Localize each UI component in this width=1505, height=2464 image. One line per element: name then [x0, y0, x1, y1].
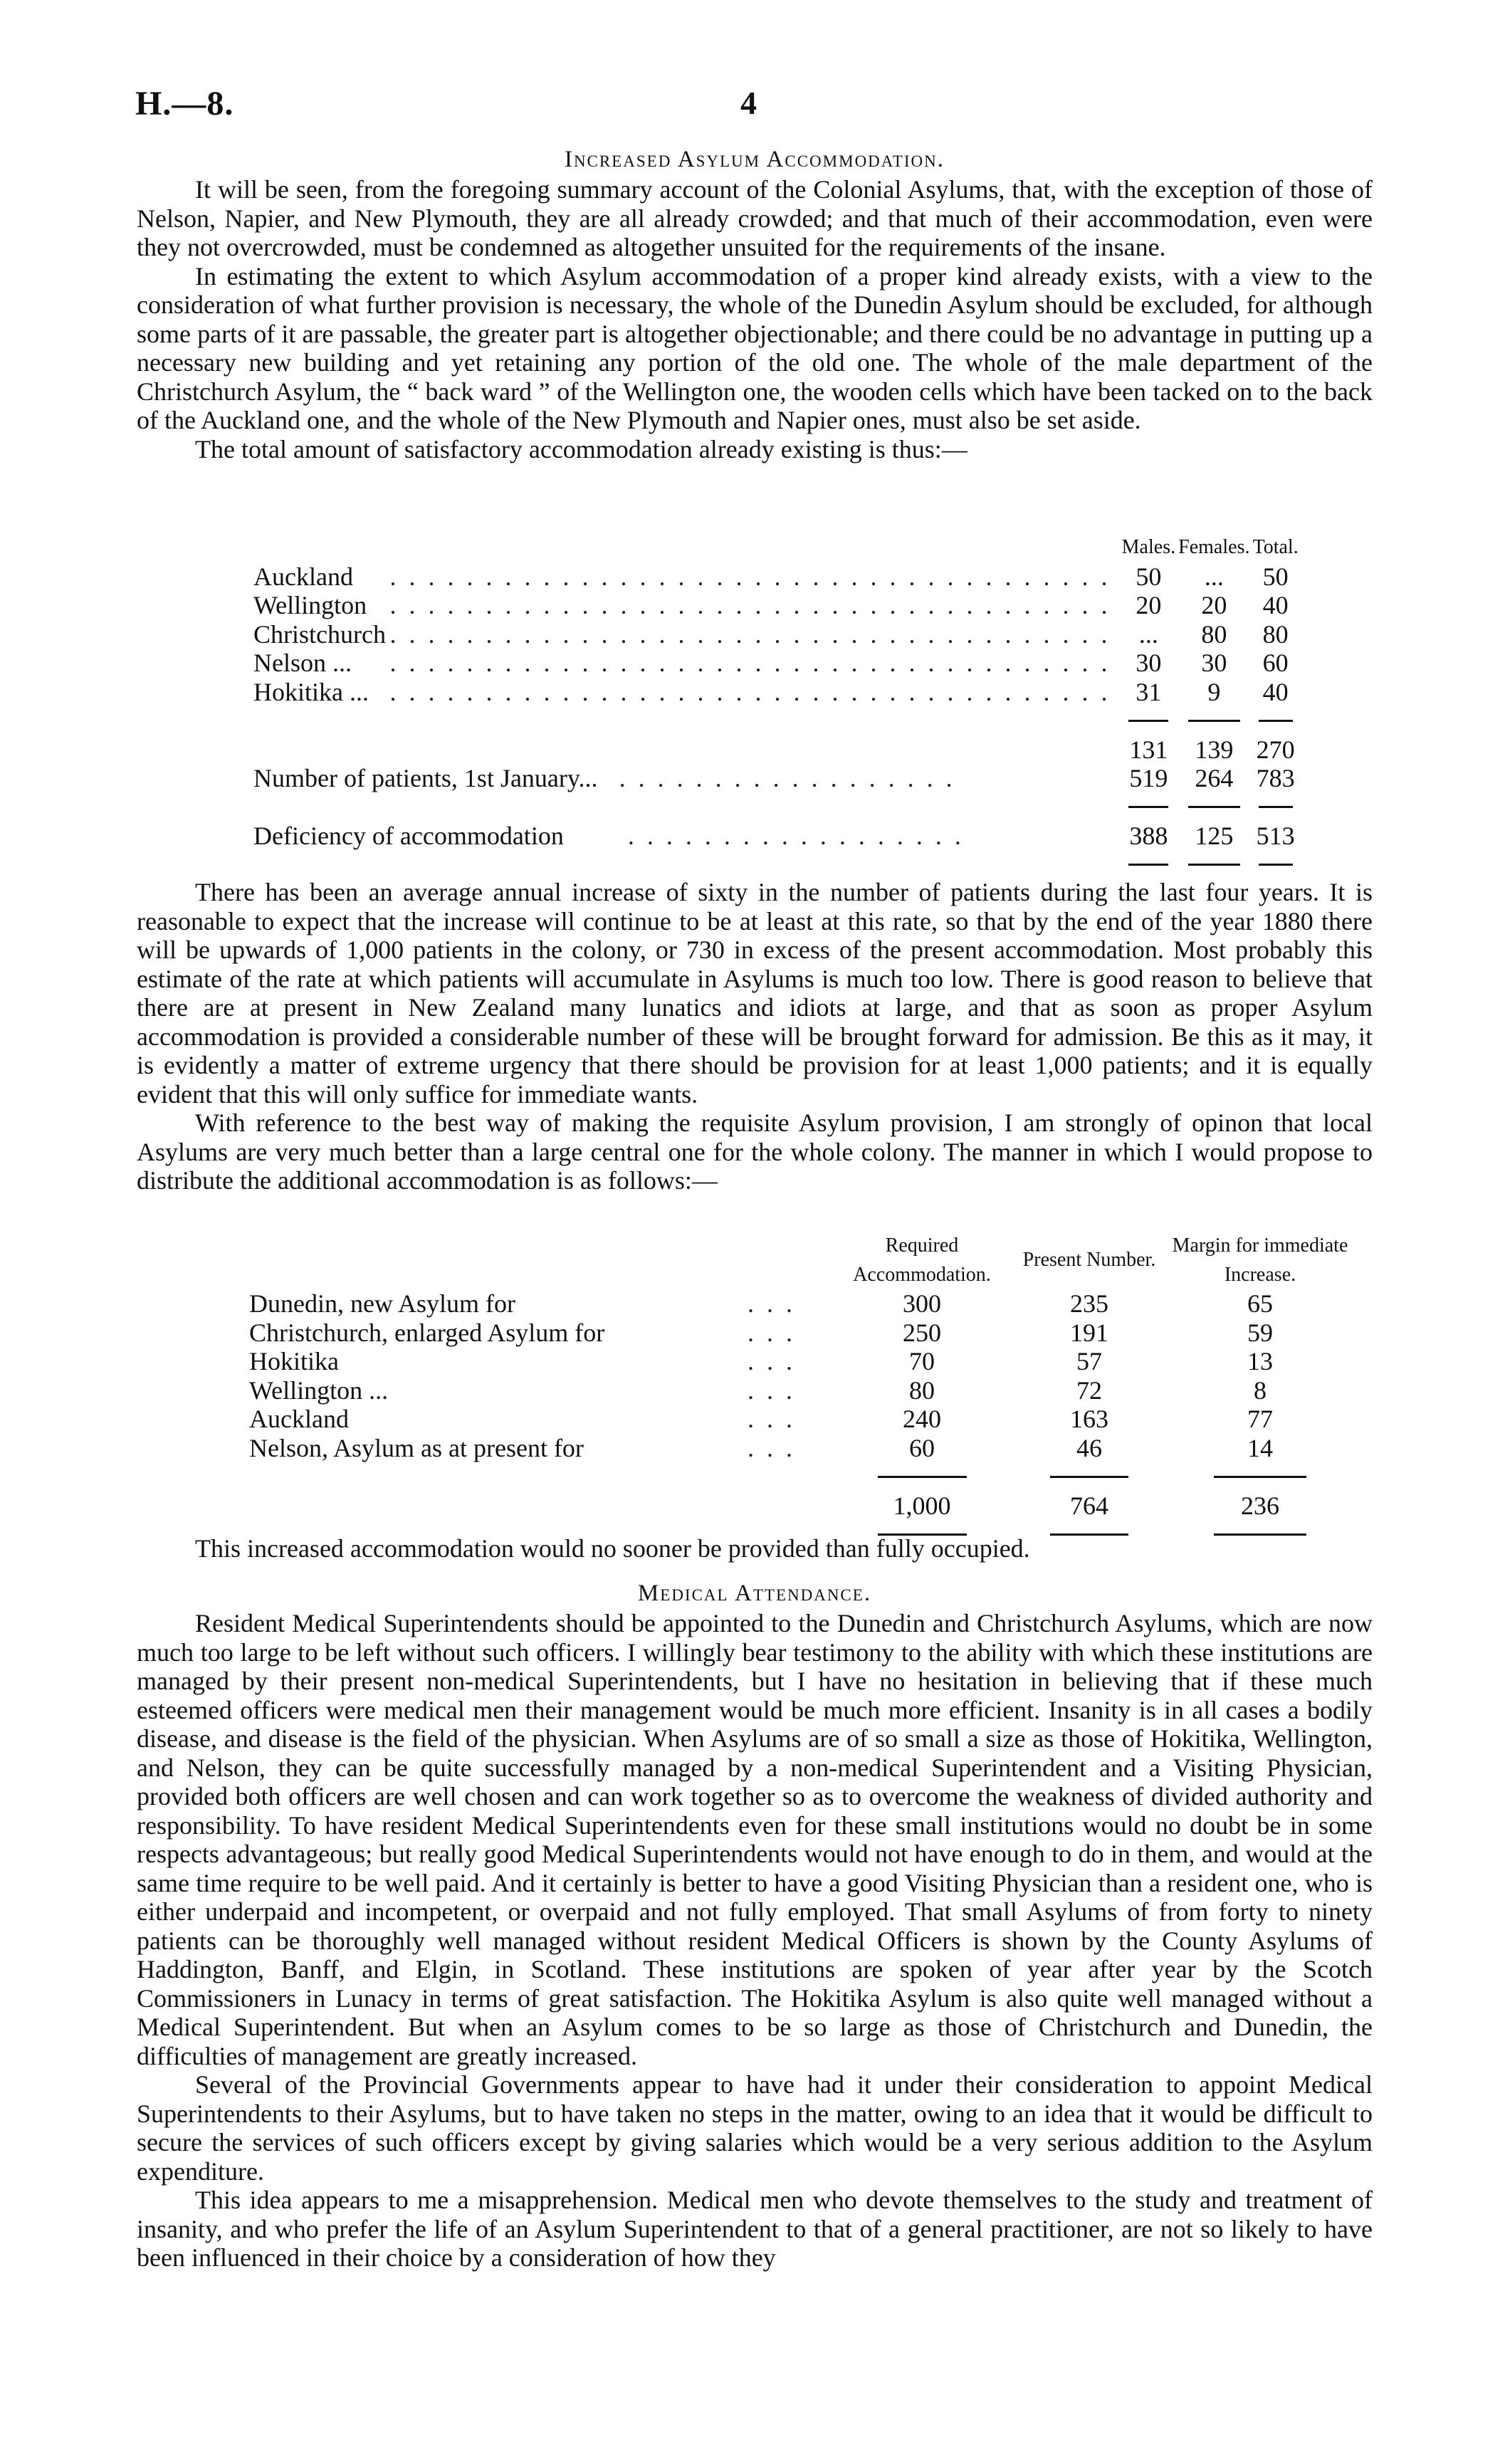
- sum-rule: [1188, 720, 1240, 722]
- cell-present: 72: [1076, 1375, 1102, 1405]
- cell-margin: 77: [1247, 1405, 1273, 1433]
- cell-present: 163: [1070, 1405, 1108, 1433]
- column-header: Required Accommodation.: [853, 1234, 991, 1286]
- sum-rule: [1050, 1476, 1128, 1478]
- cell-margin: 13: [1247, 1347, 1273, 1375]
- section-medical-attendance: [137, 1578, 1373, 2272]
- subtotal-row: [253, 735, 1300, 765]
- column-header: Margin for immediate Increase.: [1172, 1234, 1348, 1286]
- table-intro: The total amount of satisfactory accommodation already existing is thus:—: [195, 434, 968, 463]
- subtotal-total: 270: [1256, 735, 1295, 764]
- table-row: [253, 620, 1300, 649]
- subtotal-males: 131: [1129, 735, 1168, 764]
- section-title: Increased Asylum Accommodation.: [564, 147, 945, 172]
- cell-present: 57: [1076, 1347, 1102, 1375]
- row-label: Hokitika ...: [253, 677, 369, 706]
- deficiency-row: [253, 822, 1300, 851]
- accommodation-table: [253, 533, 1300, 879]
- table-row: [249, 1289, 1353, 1318]
- leader-dots: ...: [748, 1289, 805, 1318]
- total-required: 1,000: [893, 1491, 951, 1520]
- section-body: [137, 175, 1373, 463]
- table-row: [253, 649, 1300, 678]
- paragraph: With reference to the best way of making the requisite Asylum provision, I am strongly of opinon that local Asylums are very much better than a large central one for the whole colony. The manner in which I would propose to distribute the additional accommodation is as follows:—: [137, 1108, 1373, 1195]
- paragraph: In estimating the extent to which Asylum accommodation of a proper kind already exists, with a view to the consideration of what further provision is necessary, the whole of the Dunedin Asylum should be excluded, for although some parts of it are passable, the greater part is altogether objectionable; and there could be no advantage in putting up a necessary new building and yet retaining any portion of the old one. The whole of the male department of the Christchurch Asylum, the “ back ward ” of the Wellington one, the wooden cells which have been tacked on to the back of the Auckland one, and the whole of the New Plymouth and Napier ones, must also be set aside.: [137, 261, 1373, 434]
- cell-total: 80: [1262, 619, 1289, 649]
- cell-total: 50: [1262, 562, 1289, 591]
- cell-males: 20: [1136, 591, 1162, 619]
- row-label: Christchurch: [253, 619, 386, 649]
- row-label: Deficiency of accommodation: [253, 822, 564, 850]
- deficiency-total: 513: [1256, 822, 1295, 850]
- cell-males: 31: [1136, 677, 1162, 706]
- sum-rule: [1128, 806, 1168, 808]
- cell-required: 300: [903, 1289, 941, 1318]
- total-present: 764: [1070, 1491, 1108, 1520]
- paragraph: It will be seen, from the foregoing summary account of the Colonial Asylums, that, with the exception of those of Nelson, Napier, and New Plymouth, they are all already crowded; and that much of their accommodation, even were they not overcrowded, must be condemned as altogether unsuited for the requirements of the insane.: [137, 175, 1373, 261]
- patients-total: 783: [1256, 764, 1295, 792]
- cell-males: ...: [1138, 619, 1158, 649]
- deficiency-males: 388: [1129, 822, 1168, 850]
- leader-dots: ...: [748, 1375, 805, 1405]
- closing-line-wrap: [137, 1534, 1373, 1563]
- column-header: Total.: [1252, 536, 1299, 558]
- table-row: [253, 591, 1300, 620]
- row-label: Nelson, Asylum as at present for: [249, 1433, 584, 1462]
- paragraph: Resident Medical Superintendents should be appointed to the Dunedin and Christchurch Asylums, which are now much too large to be left without such officers. I willingly bear testimony to the ability with which these institutions are managed by their present non-medical Superintendents, but I have no hesitation in believing that if these much esteemed officers were medical men their management would be much more efficient. Insanity is in all cases a bodily disease, and disease is the field of the physician. When Asylums are of so small a size as those of Hokitika, Wellington, and Nelson, they can be quite successfully managed by a non-medical Superintendent and a Visiting Physician, provided both officers are well chosen and can work together so as to overcome the weakness of divided authority and responsibility. To have resident Medical Superintendents even for these small institutions would no doubt be in some respects advantageous; but really good Medical Superintendents would not have enough to do in them, and would at the same time require to be well paid. And it certainly is better to have a good Visiting Physician than a resident one, who is either underpaid and incompetent, or overpaid and not fully employed. That small Asylums of from forty to ninety patients can be thoroughly well managed without resident Medical Officers is shown by the County Asylums of Haddington, Banff, and Elgin, in Scotland. These institutions are spoken of year after year by the Scotch Commissioners in Lunacy in terms of great satisfaction. The Hokitika Asylum is also quite well managed without a Medical Superintendent. But when an Asylum comes to be so large as those of Christchurch and Dunedin, the difficulties of management are greatly increased.: [137, 1609, 1373, 2070]
- row-label: Nelson ...: [253, 649, 352, 677]
- cell-present: 191: [1070, 1318, 1108, 1347]
- total-rule: [1188, 864, 1240, 866]
- cell-required: 80: [909, 1375, 935, 1405]
- table-row: [249, 1434, 1353, 1463]
- cell-present: 46: [1076, 1433, 1102, 1462]
- subtotal-females: 139: [1195, 735, 1234, 764]
- row-label: Wellington: [253, 591, 367, 619]
- paragraph: This idea appears to me a misapprehension. Medical men who devote themselves to the study and treatment of insanity, and who prefer the life of an Asylum Superintendent to that of a general practitioner, are not so likely to have been influenced in their choice by a consideration of how they: [137, 2186, 1373, 2272]
- section-body: [137, 1609, 1373, 2272]
- table-row: [253, 678, 1300, 707]
- sum-rule: [878, 1476, 967, 1478]
- sum-rule: [1259, 720, 1293, 722]
- cell-females: 20: [1201, 591, 1227, 619]
- row-label: Auckland: [253, 562, 353, 591]
- cell-total: 40: [1262, 591, 1289, 619]
- distribution-table: [249, 1232, 1353, 1549]
- column-header: Males.: [1121, 536, 1176, 558]
- cell-margin: 8: [1254, 1375, 1267, 1405]
- table-row: [253, 562, 1300, 592]
- cell-margin: 14: [1247, 1433, 1273, 1462]
- table-row: [249, 1405, 1353, 1434]
- leader-dots: ..................: [619, 764, 965, 792]
- cell-required: 250: [903, 1318, 941, 1347]
- closing-line: This increased accommodation would no sooner be provided than fully occupied.: [195, 1534, 1030, 1563]
- section-increased-accommodation: [137, 144, 1373, 463]
- paragraph: Several of the Provincial Governments appear to have had it under their consideration to appoint Medical Superintendents to their Asylums, but to have taken no steps in the matter, owing to an idea that it would be difficult to secure the services of such officers except by giving salaries which would be a very serious addition to the Asylum expenditure.: [137, 2070, 1373, 2186]
- cell-total: 60: [1262, 649, 1289, 677]
- leader-dots: ......................................: [389, 677, 1121, 706]
- section-title: Medical Attendance.: [637, 1580, 872, 1606]
- row-label: Dunedin, new Asylum for: [249, 1289, 515, 1318]
- cell-males: 50: [1136, 562, 1162, 591]
- cell-females: 80: [1201, 619, 1227, 649]
- leader-dots: ......................................: [389, 591, 1121, 619]
- column-header: Present Number.: [1022, 1249, 1156, 1272]
- table-row: [249, 1318, 1353, 1348]
- row-label: Hokitika: [249, 1347, 339, 1375]
- row-label: Wellington ...: [249, 1375, 389, 1405]
- cell-males: 30: [1136, 649, 1162, 677]
- sum-rule: [1188, 806, 1240, 808]
- table-row: [249, 1347, 1353, 1376]
- cell-present: 235: [1070, 1289, 1108, 1318]
- cell-margin: 59: [1247, 1318, 1273, 1347]
- leader-dots: ......................................: [389, 649, 1121, 677]
- patients-females: 264: [1195, 764, 1234, 792]
- page-number: 4: [740, 85, 757, 121]
- cell-required: 70: [909, 1347, 935, 1375]
- leader-dots: ...: [748, 1405, 805, 1433]
- column-header: Females.: [1178, 536, 1250, 558]
- patients-males: 519: [1129, 764, 1168, 792]
- row-label: Christchurch, enlarged Asylum for: [249, 1318, 605, 1347]
- cell-total: 40: [1262, 677, 1289, 706]
- cell-females: ...: [1204, 562, 1224, 591]
- sum-rule: [1128, 720, 1168, 722]
- paragraph: There has been an average annual increase of sixty in the number of patients during the last four years. It is reasonable to expect that the increase will continue to be at least at this rate, so that by the end of the year 1880 there will be upwards of 1,000 patients in the colony, or 730 in excess of the present accommodation. Most probably this estimate of the rate at which patients will accumulate in Asylums is much too low. There is good reason to believe that there are at present in New Zealand many lunatics and idiots at large, and that as soon as proper Asylum accommodation is provided a considerable number of these will be brought forward for admission. Be this as it may, it is evidently a matter of extreme urgency that there should be provision for at least 1,000 patients; and it is equally evident that this will only suffice for immediate wants.: [137, 878, 1373, 1108]
- deficiency-females: 125: [1195, 822, 1234, 850]
- total-margin: 236: [1241, 1491, 1279, 1520]
- leader-dots: ...: [748, 1347, 805, 1375]
- series-code: H.—8.: [135, 85, 234, 122]
- totals-row: [249, 1491, 1353, 1521]
- table-row: [249, 1376, 1353, 1405]
- cell-margin: 65: [1247, 1289, 1273, 1318]
- leader-dots: ......................................: [389, 562, 1121, 591]
- total-rule: [1259, 864, 1293, 866]
- total-rule: [1128, 864, 1168, 866]
- leader-dots: ......................................: [389, 619, 1121, 649]
- cell-females: 30: [1201, 649, 1227, 677]
- cell-required: 60: [909, 1433, 935, 1462]
- patients-row: [253, 764, 1300, 793]
- sum-rule: [1259, 806, 1293, 808]
- row-label: Number of patients, 1st January...: [253, 764, 598, 792]
- cell-females: 9: [1207, 677, 1221, 706]
- sum-rule: [1214, 1476, 1306, 1478]
- row-label: Auckland: [249, 1405, 349, 1433]
- cell-required: 240: [903, 1405, 941, 1433]
- leader-dots: ...: [748, 1433, 805, 1462]
- leader-dots: ..................: [627, 822, 974, 850]
- leader-dots: ...: [748, 1318, 805, 1347]
- section-continuation: [137, 878, 1373, 1195]
